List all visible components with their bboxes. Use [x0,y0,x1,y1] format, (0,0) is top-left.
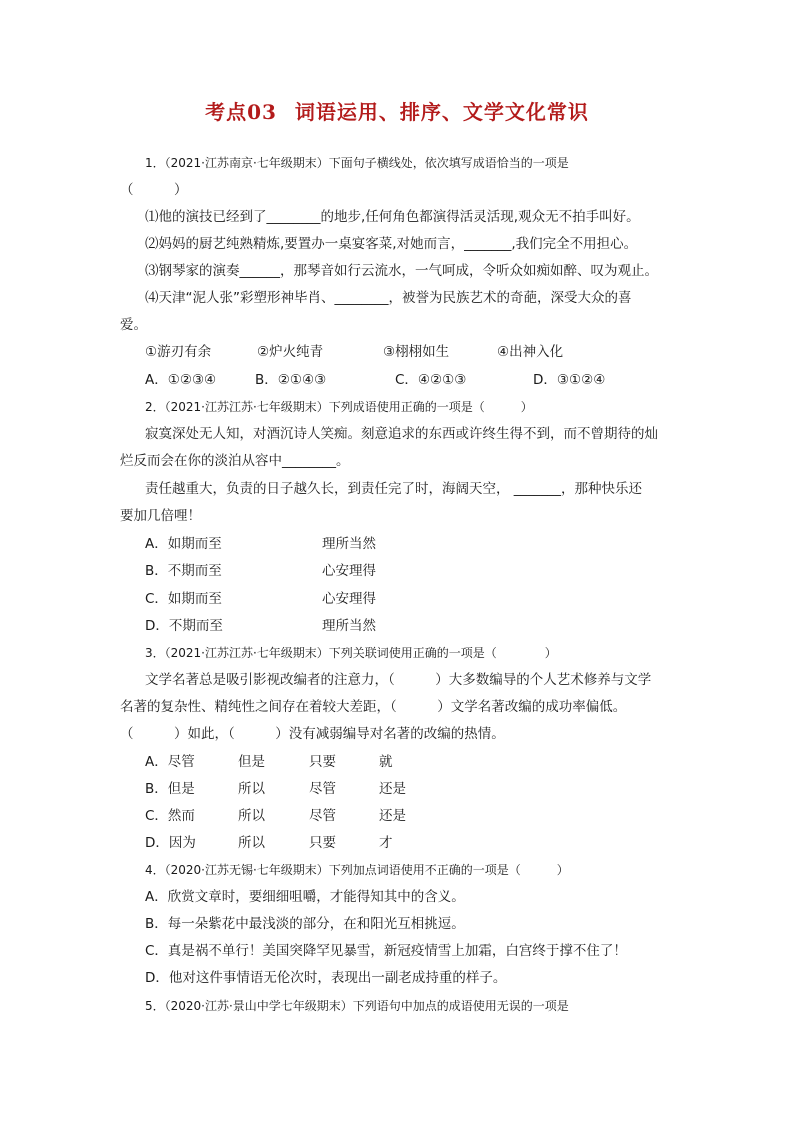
q1-option-d: D．③①②④ [533,372,606,388]
q1-idiom-list [145,342,563,362]
q3-option-b: B．但是 所以 尽管 还是 [145,781,406,797]
q1-idiom-4: ④出神入化 [497,344,564,360]
q1-option-a: A．①②③④ [145,372,217,388]
q1-stem: 1．（2021·江苏南京·七年级期末）下面句子横线处，依次填写成语恰当的一项是 [145,156,569,170]
q3-option-d: D．因为 所以 只要 才 [145,835,393,851]
q3-option-a: A．尽管 但是 只要 就 [145,754,393,770]
q2-passage-2: 责任越重大，负责的日子越久长，到责任完了时，海阔天空， _______，那种快乐还 [145,481,643,497]
q2-passage-1-cont: 烂反而会在你的淡泊从容中________。 [120,453,350,469]
title-text: 词语运用、排序、文学文化常识 [294,100,589,124]
q3-passage-1: 文学名著总是吸引影视改编者的注意力，（ ）大多数编导的个人艺术修养与文学 [145,672,652,688]
q4-option-a: A．欣赏文章时，要细细咀嚼，才能得知其中的含义。 [145,889,465,905]
q1-option-b: B．②①④③ [255,372,327,388]
q4-option-c: C．真是祸不单行！美国突降罕见暴雪，新冠疫情雪上加霜，白宫终于撑不住了！ [145,943,627,959]
q2-stem: 2．（2021·江苏江苏·七年级期末）下列成语使用正确的一项是（ ） [145,400,533,414]
q2-option-c: C．如期而至 心安理得 [145,591,376,607]
q2-option-b: B．不期而至 心安理得 [145,563,376,579]
q1-options [145,370,605,390]
q1-sentence-4: ⑷天津“泥人张”彩塑形神毕肖、________，被誉为民族艺术的奇葩，深受大众的喜 [145,290,632,306]
q3-passage-2: 名著的复杂性、精纯性之间存在着较大差距，（ ）文学名著改编的成功率偏低。 [120,699,627,715]
q4-option-d: D．他对这件事情语无伦次时，表现出一副老成持重的样子。 [145,970,507,986]
q4-stem: 4．（2020·江苏无锡·七年级期末）下列加点词语使用不正确的一项是（ ） [145,863,569,877]
q1-sentence-1: ⑴他的演技已经到了________的地步,任何角色都演得活灵活现,观众无不拍手叫好。 [145,209,640,225]
title-number: 考点03 [205,100,277,124]
page-title [0,96,794,125]
q5-stem: 5．（2020·江苏·景山中学七年级期末）下列语句中加点的成语使用无误的一项是 [145,999,569,1013]
q1-idiom-3: ③栩栩如生 [383,344,450,360]
q3-passage-3: （ ）如此，（ ）没有减弱编导对名著的改编的热情。 [120,726,505,742]
q2-option-d: D．不期而至 理所当然 [145,618,376,634]
q2-passage-2-cont: 要加几倍哩！ [120,508,201,524]
q1-idiom-2: ②炉火纯青 [257,344,324,360]
q2-passage-1: 寂寞深处无人知，对酒沉诗人笑痴。刻意追求的东西或许终生得不到，而不曾期待的灿 [145,426,658,442]
q3-stem: 3．（2021·江苏江苏·七年级期末）下列关联词使用正确的一项是（ ） [145,646,557,660]
q4-option-b: B．每一朵紫花中最浅淡的部分，在和阳光互相挑逗。 [145,916,465,932]
q3-option-c: C．然而 所以 尽管 还是 [145,808,406,824]
q1-sentence-2: ⑵妈妈的厨艺纯熟精炼,要置办一桌宴客菜,对她而言，_______,我们完全不用担心。 [145,236,638,252]
q1-answer-paren: （ ） [120,182,188,198]
q1-sentence-4-cont: 爱。 [120,317,147,333]
q1-idiom-1: ①游刃有余 [145,344,212,360]
q1-option-c: C．④②①③ [395,372,467,388]
q1-sentence-3: ⑶钢琴家的演奏______，那琴音如行云流水，一气呵成，令听众如痴如醉、叹为观止。 [145,263,658,279]
q2-option-a: A．如期而至 理所当然 [145,536,376,552]
